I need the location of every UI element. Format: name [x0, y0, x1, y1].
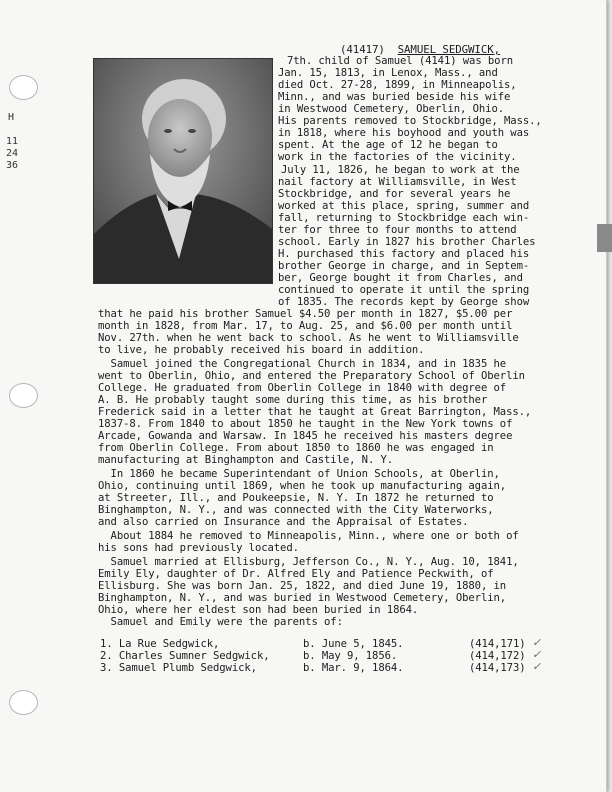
intro-line: in Westwood Cemetery, Oberlin, Ohio. [278, 103, 505, 115]
intro-line: ter for three to four months to attend [278, 224, 517, 236]
body-line: Frederick said in a letter that he taught at Great Barrington, Mass., [98, 406, 532, 418]
body-line: About 1884 he removed to Minneapolis, Minn., where one or both of [98, 530, 519, 542]
check-mark: ✓ [532, 648, 542, 661]
punch-hole [9, 690, 38, 715]
body-line: Samuel married at Ellisburg, Jefferson Co., N. Y., Aug. 10, 1841, [98, 556, 519, 568]
margin-letter: H [8, 112, 15, 123]
child-name: 2. Charles Sumner Sedgwick, [100, 650, 270, 662]
punch-hole [9, 383, 38, 408]
intro-line: worked at this place, spring, summer and [278, 200, 530, 212]
body-line: that he paid his brother Samuel $4.50 per month in 1827, $5.00 per [98, 308, 513, 320]
intro-line: Minn., and was buried beside his wife [278, 91, 511, 103]
body-line: went to Oberlin, Ohio, and entered the Preparatory School of Oberlin [98, 370, 525, 382]
intro-line: nail factory at Williamsville, in West [278, 176, 517, 188]
child-name: 3. Samuel Plumb Sedgwick, [100, 662, 257, 674]
body-line: manufacturing at Binghampton and Castile, N. Y. [98, 454, 394, 466]
body-line: and also carried on Insurance and the Appraisal of Estates. [98, 516, 469, 528]
child-ref: (414,171) [469, 638, 526, 650]
body-line: Samuel joined the Congregational Church in 1834, and in 1835 he [98, 358, 507, 370]
person-name: SAMUEL SEDGWICK, [397, 43, 501, 56]
intro-line: Jan. 15, 1813, in Lenox, Mass., and [278, 67, 498, 79]
punch-hole [9, 75, 38, 100]
check-mark: ✓ [532, 660, 542, 673]
body-line: month in 1828, from Mar. 17, to Aug. 25, and $6.00 per month until [98, 320, 513, 332]
margin-code: 24 [6, 148, 19, 159]
intro-line: 7th. child of Samuel (4141) was born [287, 55, 514, 67]
body-line: 1837-8. From 1840 to about 1850 he taught in the New York towns of [98, 418, 513, 430]
body-line: to live, he probably received his board in addition. [98, 344, 425, 356]
child-ref: (414,173) [469, 662, 526, 674]
intro-line: brother George in charge, and in Septem- [278, 260, 530, 272]
body-line: Ohio, where her eldest son had been buried in 1864. [98, 604, 419, 616]
body-line: his sons had previously located. [98, 542, 299, 554]
body-line: College. He graduated from Oberlin College in 1840 with degree of [98, 382, 507, 394]
body-line: from Oberlin College. From about 1850 to 1860 he was engaged in [98, 442, 494, 454]
intro-line: July 11, 1826, he began to work at the [281, 164, 520, 176]
intro-line: work in the factories of the vicinity. [278, 151, 517, 163]
intro-line: H. purchased this factory and placed his [278, 248, 530, 260]
intro-line: spent. At the age of 12 he began to [278, 139, 498, 151]
entry-id: (41417) [340, 43, 385, 56]
intro-line: continued to operate it until the spring [278, 284, 530, 296]
child-ref: (414,172) [469, 650, 526, 662]
intro-line: of 1835. The records kept by George show [278, 296, 530, 308]
body-line: Binghampton, N. Y., and was buried in Westwood Cemetery, Oberlin, [98, 592, 507, 604]
body-line: Arcade, Gowanda and Warsaw. In 1845 he received his masters degree [98, 430, 513, 442]
child-birth: b. May 9, 1856. [303, 650, 398, 662]
intro-line: in 1818, where his boyhood and youth was [278, 127, 530, 139]
intro-line: fall, returning to Stockbridge each win- [278, 212, 530, 224]
body-line: Nov. 27th. when he went back to school. As he went to Williamsville [98, 332, 519, 344]
body-line: Emily Ely, daughter of Dr. Alfred Ely and Patience Peckwith, of [98, 568, 494, 580]
intro-line: ber, George bought it from Charles, and [278, 272, 523, 284]
body-line: Binghampton, N. Y., and was connected with the City Waterworks, [98, 504, 494, 516]
body-line: In 1860 he became Superintendant of Union Schools, at Oberlin, [98, 468, 500, 480]
body-line: at Streeter, Ill., and Poukeepsie, N. Y. In 1872 he returned to [98, 492, 494, 504]
intro-line: Stockbridge, and for several years he [278, 188, 511, 200]
intro-line: His parents removed to Stockbridge, Mass., [278, 115, 542, 127]
child-name: 1. La Rue Sedgwick, [100, 638, 220, 650]
portrait-photo [93, 58, 273, 284]
margin-code: 36 [6, 160, 19, 171]
margin-code: 11 [6, 136, 19, 147]
body-line: A. B. He probably taught some during this time, as his brother [98, 394, 488, 406]
index-tab [597, 224, 612, 252]
body-line: Samuel and Emily were the parents of: [98, 616, 343, 628]
portrait-image [94, 59, 272, 283]
body-line: Ellisburg. She was born Jan. 25, 1822, and died June 19, 1880, in [98, 580, 507, 592]
child-birth: b. Mar. 9, 1864. [303, 662, 404, 674]
body-line: Ohio, continuing until 1869, when he took up manufacturing again, [98, 480, 507, 492]
intro-line: died Oct. 27-28, 1899, in Minneapolis, [278, 79, 517, 91]
check-mark: ✓ [532, 636, 542, 649]
intro-line: school. Early in 1827 his brother Charles [278, 236, 536, 248]
child-birth: b. June 5, 1845. [303, 638, 404, 650]
